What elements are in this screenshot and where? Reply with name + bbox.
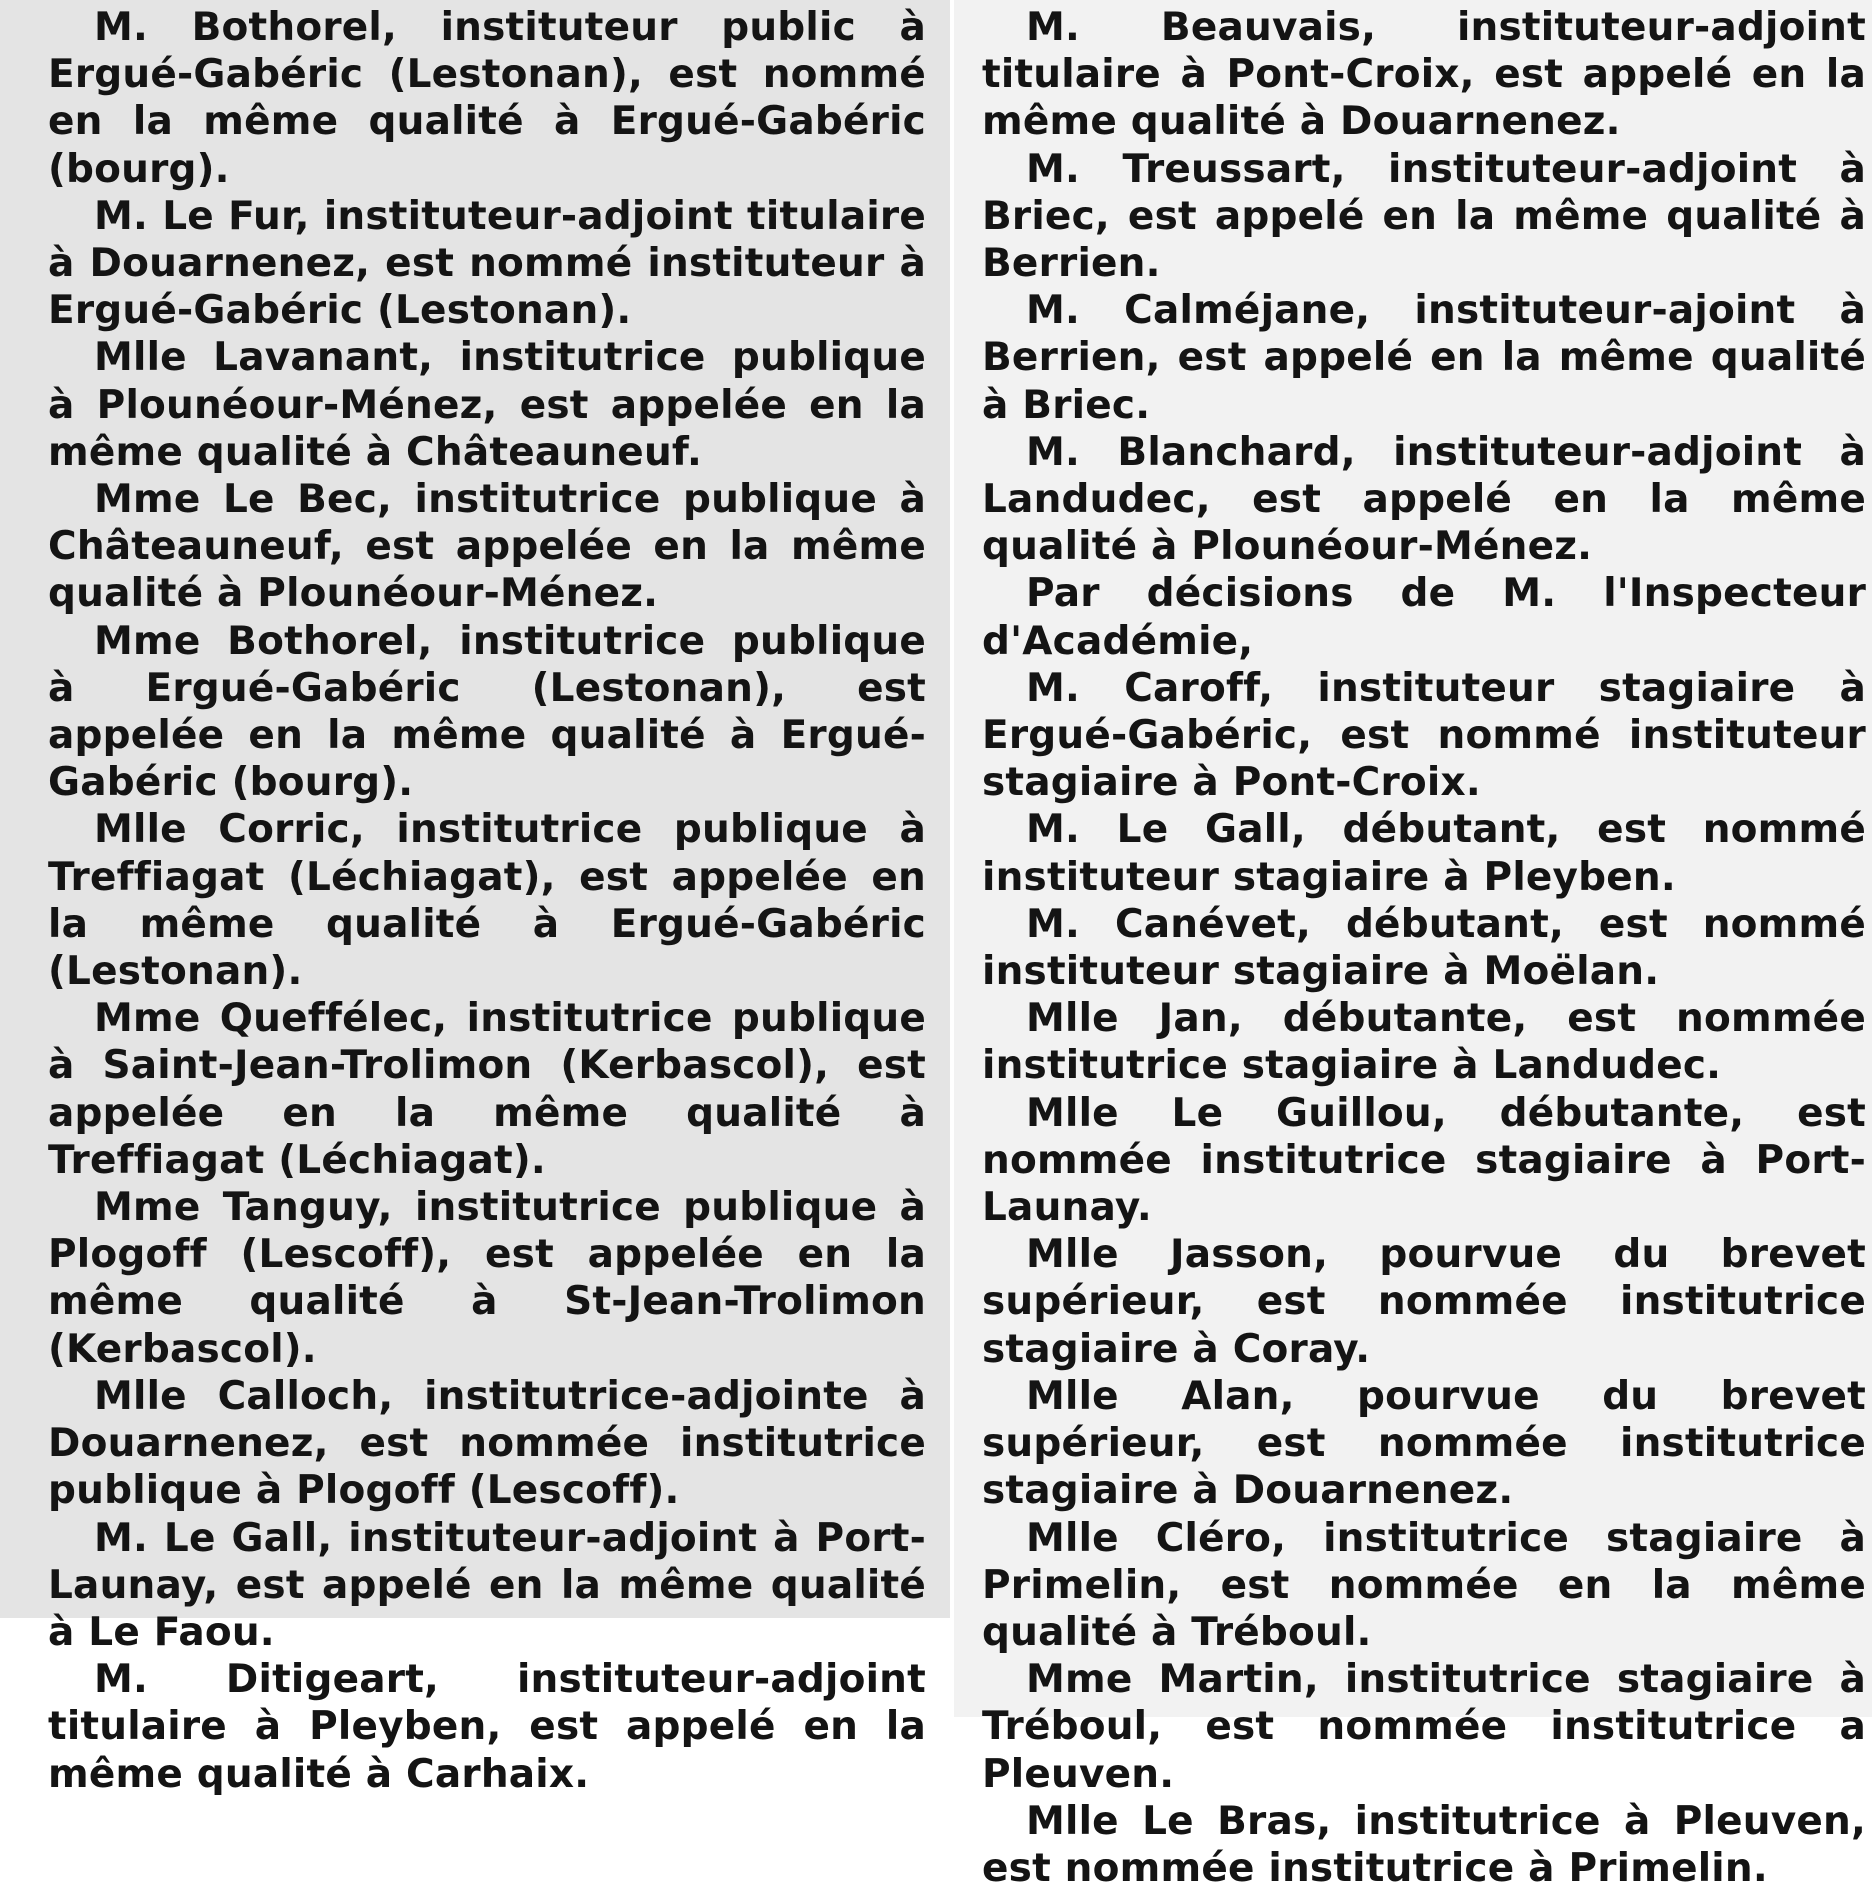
paragraph: Mme Queffélec, institutrice publique à Saint-Jean-Trolimon (Kerbascol), est appelée en la même qualité à Treffiagat (Léchiagat). [48, 996, 926, 1183]
paragraph: M. Ditigeart, instituteur-adjoint titulaire à Pleyben, est appelé en la même qualité à Carhaix. [48, 1657, 926, 1797]
paragraph: Mme Bothorel, institutrice publique à Ergué-Gabéric (Lestonan), est appelée en la même qualité à Ergué-Gabéric (bourg). [48, 618, 926, 806]
paragraph: Mlle Calloch, institutrice-adjointe à Douarnenez, est nommée institutrice publique à Plogoff (Lescoff). [48, 1373, 926, 1514]
right-column [954, 0, 1872, 1891]
paragraph: M. Le Fur, instituteur-adjoint titulaire à Douarnenez, est nommé instituteur à Ergué-Gabéric (Lestonan). [48, 193, 926, 334]
paragraph: M. Canévet, débutant, est nommé instituteur stagiaire à Moëlan. [982, 901, 1866, 995]
paragraph: M. Bothorel, instituteur public à Ergué-Gabéric (Lestonan), est nommé en la même qualité à Ergué-Gabéric (bourg). [48, 5, 926, 192]
paragraph: Mlle Lavanant, institutrice publique à Plounéour-Ménez, est appelée en la même qualité à Châteauneuf. [48, 335, 926, 475]
left-column [0, 0, 950, 1797]
paragraph: M. Le Gall, débutant, est nommé instituteur stagiaire à Pleyben. [982, 807, 1866, 900]
paragraph: Mme Tanguy, institutrice publique à Plogoff (Lescoff), est appelée en la même qualité à St-Jean-Trolimon (Kerbascol). [48, 1185, 926, 1372]
paragraph: M. Le Gall, instituteur-adjoint à Port-Launay, est appelé en la même qualité à Le Faou. [48, 1515, 926, 1655]
paragraph: Mme Martin, institutrice stagiaire à Tréboul, est nommée institutrice a Pleuven. [982, 1657, 1866, 1797]
paragraph: M. Beauvais, instituteur-adjoint titulaire à Pont-Croix, est appelé en la même qualité à Douarnenez. [982, 5, 1866, 145]
paragraph: Mlle Jan, débutante, est nommée institutrice stagiaire à Landudec. [982, 996, 1866, 1089]
paragraph: Mlle Corric, institutrice publique à Treffiagat (Léchiagat), est appelée en la même qualité à Ergué-Gabéric (Lestonan). [48, 807, 926, 995]
paragraph: M. Calméjane, instituteur-ajoint à Berrien, est appelé en la même qualité à Briec. [982, 288, 1866, 428]
paragraph: M. Blanchard, instituteur-adjoint à Landudec, est appelé en la même qualité à Plounéour-Ménez. [982, 429, 1866, 570]
paragraph: Mlle Alan, pourvue du brevet supérieur, est nommée institutrice stagiaire à Douarnenez. [982, 1373, 1866, 1514]
paragraph: Mlle Jasson, pourvue du brevet supérieur, est nommée institutrice stagiaire à Coray. [982, 1232, 1866, 1372]
paragraph: Mme Le Bec, institutrice publique à Châteauneuf, est appelée en la même qualité à Plounéour-Ménez. [48, 477, 926, 617]
paragraph: Mlle Cléro, institutrice stagiaire à Primelin, est nommée en la même qualité à Tréboul. [982, 1515, 1866, 1655]
paragraph: M. Caroff, instituteur stagiaire à Ergué-Gabéric, est nommé instituteur stagiaire à Pont-Croix. [982, 665, 1866, 806]
paragraph: M. Treussart, instituteur-adjoint à Briec, est appelé en la même qualité à Berrien. [982, 146, 1866, 287]
paragraph: Par décisions de M. l'Inspecteur d'Académie, [982, 571, 1866, 664]
paragraph: Mlle Le Guillou, débutante, est nommée institutrice stagiaire à Port-Launay. [982, 1090, 1866, 1231]
paragraph: Mlle Le Bras, institutrice à Pleuven, est nommée institutrice à Primelin. [982, 1798, 1866, 1891]
